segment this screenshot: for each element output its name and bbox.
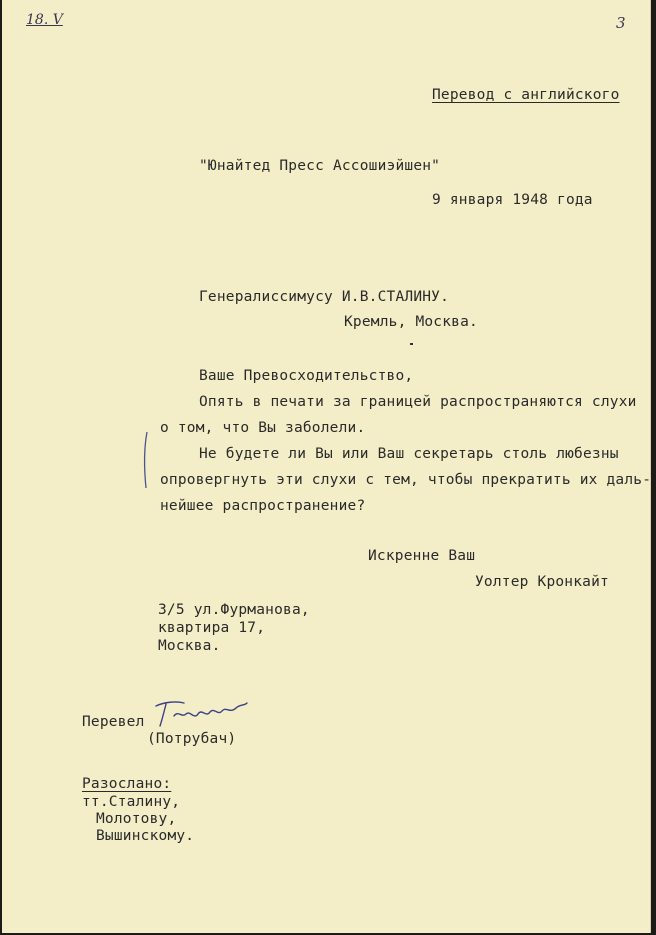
address-line1: 3/5 ул.Фурманова, xyxy=(158,602,310,618)
translator-signature xyxy=(150,696,250,730)
translator-label: Перевел xyxy=(82,714,145,730)
archive-note: 18. V xyxy=(26,12,63,28)
salutation: Ваше Превосходительство, xyxy=(199,368,414,384)
distribution-title: Разослано: xyxy=(82,776,172,792)
page-number: 3 xyxy=(616,14,626,32)
closing-sincerely: Искренне Ваш xyxy=(368,548,476,564)
document-page xyxy=(2,0,651,933)
translator-name: (Потрубач) xyxy=(147,731,237,747)
letter-date: 9 января 1948 года xyxy=(432,192,593,208)
body-p2-line2: опровергнуть эти слухи с тем, чтобы прекратить их даль- xyxy=(160,472,652,488)
sender: "Юнайтед Пресс Ассошиэйшен" xyxy=(199,158,441,174)
closing-name: Уолтер Кронкайт xyxy=(475,574,609,590)
body-p2-line3: нейшее распространение? xyxy=(160,498,366,514)
distribution-line2: Молотову, xyxy=(96,811,177,827)
address-line3: Москва. xyxy=(158,638,221,654)
addressee-line2: Кремль, Москва. xyxy=(344,314,478,330)
body-p2-line1: Не будете ли Вы или Ваш секретарь столь любезны xyxy=(199,446,619,462)
body-p1-line1: Опять в печати за границей распространяются слухи xyxy=(199,394,637,410)
translation-note: Перевод с английского xyxy=(432,87,620,103)
body-p1-line2: о том, что Вы заболели. xyxy=(160,420,366,436)
distribution-line3: Вышинскому. xyxy=(96,828,195,844)
distribution-line1: тт.Сталину, xyxy=(82,794,181,810)
address-line2: квартира 17, xyxy=(158,620,266,636)
ink-dot xyxy=(410,343,413,345)
margin-pencil-mark xyxy=(141,430,151,490)
addressee-line1: Генералиссимусу И.В.СТАЛИНУ. xyxy=(199,289,450,305)
